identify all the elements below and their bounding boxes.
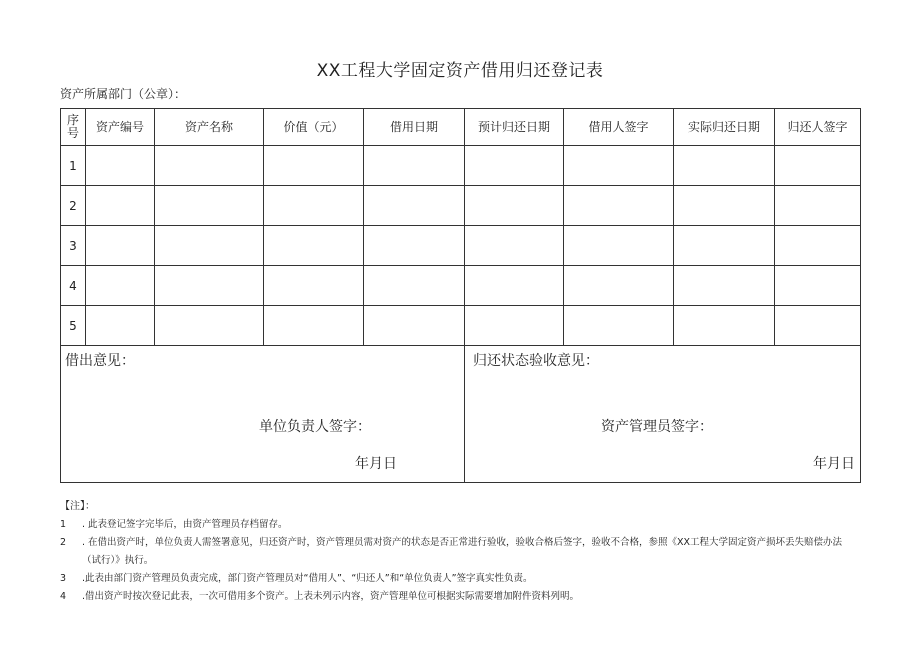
cell-asset-name[interactable] (155, 226, 264, 266)
note-text: . 在借出资产时，单位负责人需签署意见，归还资产时，资产管理员需对资产的状态是否正常进行验收，验收合格后签字，验收不合格，参照《XX工程大学固定资产损坏丢失赔偿办法（试行）》执行。 (82, 537, 843, 566)
col-asset-name: 资产名称 (155, 109, 264, 146)
note-text: . 此表登记签字完毕后，由资产管理员存档留存。 (82, 519, 288, 530)
cell-returner-sign[interactable] (775, 186, 861, 226)
department-label: 资产所属部门（公章）： (60, 87, 187, 101)
cell-actual-return-date[interactable] (674, 186, 775, 226)
return-opinion-label: 归还状态验收意见： (473, 353, 599, 369)
col-borrower-sign: 借用人签字 (564, 109, 674, 146)
row-number: 3 (61, 226, 86, 266)
cell-value[interactable] (264, 266, 364, 306)
borrow-return-table (60, 108, 861, 483)
cell-asset-id[interactable] (86, 266, 155, 306)
table-row (61, 186, 861, 226)
cell-asset-name[interactable] (155, 186, 264, 226)
cell-borrower-sign[interactable] (564, 266, 674, 306)
cell-asset-id[interactable] (86, 306, 155, 346)
return-date-label: 年月日 (813, 456, 855, 472)
row-number: 4 (61, 266, 86, 306)
cell-value[interactable] (264, 186, 364, 226)
return-opinion-cell[interactable] (465, 346, 861, 483)
cell-returner-sign[interactable] (775, 146, 861, 186)
cell-returner-sign[interactable] (775, 226, 861, 266)
cell-borrower-sign[interactable] (564, 146, 674, 186)
cell-asset-name[interactable] (155, 266, 264, 306)
note-number: 1 (60, 519, 67, 530)
row-number: 5 (61, 306, 86, 346)
table-row (61, 266, 861, 306)
note-item (60, 588, 860, 606)
cell-borrow-date[interactable] (364, 146, 465, 186)
asset-admin-sign-label: 资产管理员签字： (601, 419, 713, 435)
cell-borrow-date[interactable] (364, 226, 465, 266)
notes-heading: 【注】： (60, 501, 95, 512)
cell-asset-id[interactable] (86, 186, 155, 226)
cell-expected-return-date[interactable] (465, 146, 564, 186)
cell-asset-name[interactable] (155, 306, 264, 346)
form-title: XX工程大学固定资产借用归还登记表 (316, 61, 604, 81)
col-value: 价值（元） (264, 109, 364, 146)
cell-actual-return-date[interactable] (674, 226, 775, 266)
cell-expected-return-date[interactable] (465, 226, 564, 266)
cell-expected-return-date[interactable] (465, 306, 564, 346)
lend-opinion-cell[interactable] (61, 346, 465, 483)
cell-borrower-sign[interactable] (564, 306, 674, 346)
note-item (60, 570, 860, 588)
lend-opinion-label: 借出意见： (65, 353, 135, 369)
col-expected-return-date: 预计归还日期 (465, 109, 564, 146)
lend-date-label: 年月日 (355, 456, 397, 472)
col-borrow-date: 借用日期 (364, 109, 465, 146)
cell-expected-return-date[interactable] (465, 186, 564, 226)
col-actual-return-date: 实际归还日期 (674, 109, 775, 146)
note-text: .此表由部门资产管理员负责完成，部门资产管理员对“借用人”、“归还人”和“单位负责人”签字真实性负责。 (82, 573, 533, 584)
opinion-row (61, 346, 861, 483)
cell-value[interactable] (264, 306, 364, 346)
row-number: 2 (61, 186, 86, 226)
notes-section (60, 498, 860, 606)
cell-asset-id[interactable] (86, 226, 155, 266)
cell-borrow-date[interactable] (364, 266, 465, 306)
note-item (60, 534, 860, 570)
note-text: .借出资产时按次登记此表，一次可借用多个资产。上表未列示内容，资产管理单位可根据实际需要增加附件资料列明。 (82, 591, 580, 602)
note-number: 4 (60, 591, 67, 602)
col-asset-id: 资产编号 (86, 109, 155, 146)
cell-actual-return-date[interactable] (674, 266, 775, 306)
unit-head-sign-label: 单位负责人签字： (259, 419, 371, 435)
note-item (60, 516, 860, 534)
note-number: 3 (60, 573, 67, 584)
table-row (61, 306, 861, 346)
cell-borrower-sign[interactable] (564, 186, 674, 226)
table-row (61, 226, 861, 266)
cell-returner-sign[interactable] (775, 266, 861, 306)
cell-expected-return-date[interactable] (465, 266, 564, 306)
cell-actual-return-date[interactable] (674, 146, 775, 186)
cell-asset-id[interactable] (86, 146, 155, 186)
cell-value[interactable] (264, 146, 364, 186)
note-number: 2 (60, 537, 67, 548)
table-row (61, 146, 861, 186)
cell-value[interactable] (264, 226, 364, 266)
row-number: 1 (61, 146, 86, 186)
table-header-row (61, 109, 861, 146)
col-seq-label: 序号 (67, 113, 80, 140)
cell-asset-name[interactable] (155, 146, 264, 186)
cell-borrow-date[interactable] (364, 186, 465, 226)
cell-returner-sign[interactable] (775, 306, 861, 346)
cell-borrow-date[interactable] (364, 306, 465, 346)
col-returner-sign: 归还人签字 (775, 109, 861, 146)
cell-borrower-sign[interactable] (564, 226, 674, 266)
cell-actual-return-date[interactable] (674, 306, 775, 346)
col-seq (61, 109, 86, 146)
